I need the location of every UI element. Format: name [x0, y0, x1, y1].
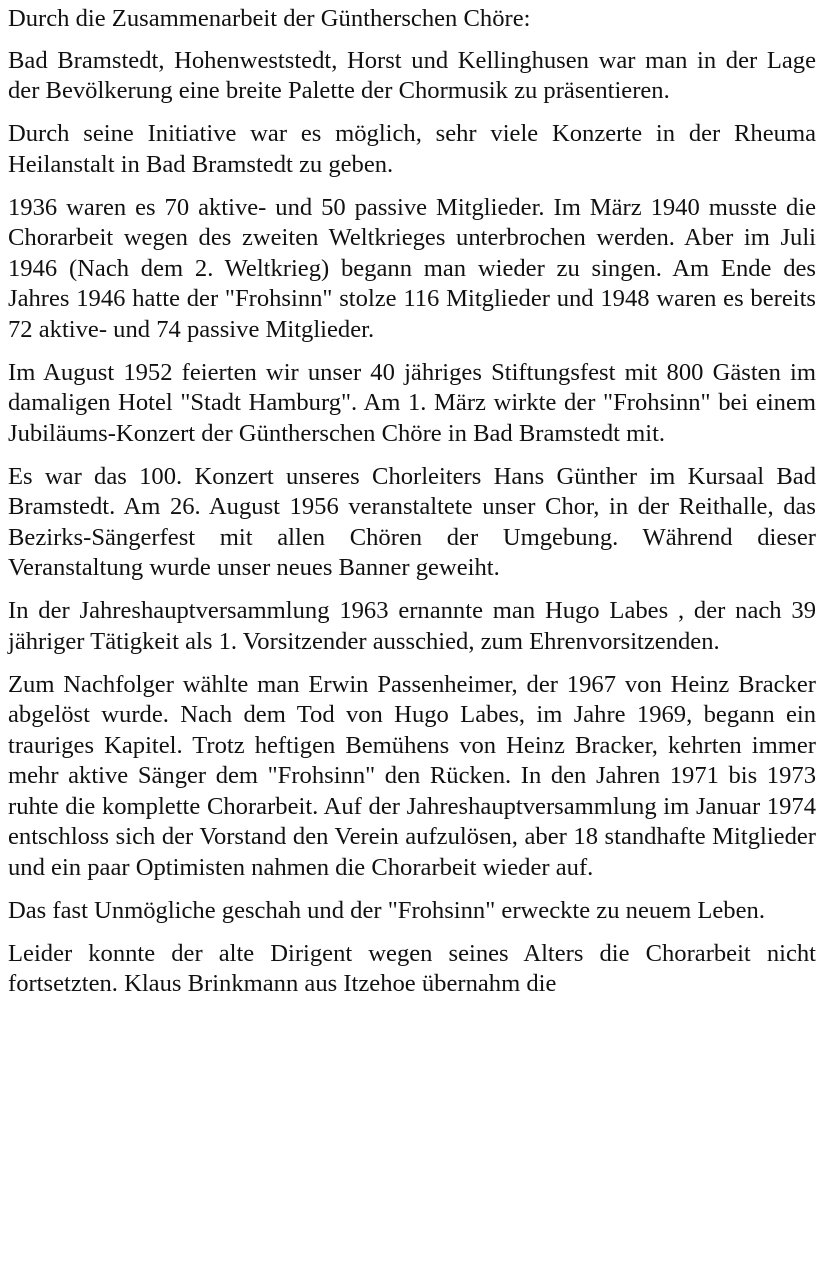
document-page	[8, 4, 816, 1012]
paragraph-4: 1936 waren es 70 aktive- und 50 passive Mitglieder. Im März 1940 musste die Chorarbeit wegen des zweiten Weltkrieges unterbrochen werden. Aber im Juli 1946 (Nach dem 2. Weltkrieg) begann man wieder zu singen. Am Ende des Jahres 1946 hatte der "Frohsinn" stolze 116 Mitglieder und 1948 waren es bereits 72 aktive- und 74 passive Mitglieder.	[8, 193, 816, 343]
paragraph-5: Im August 1952 feierten wir unser 40 jähriges Stiftungsfest mit 800 Gästen im damaligen Hotel "Stadt Hamburg". Am 1. März wirkte der "Frohsinn" bei einem Jubiläums-Konzert der Güntherschen Chöre in Bad Bramstedt mit.	[8, 358, 816, 447]
paragraph-2: Bad Bramstedt, Hohenweststedt, Horst und Kellinghusen war man in der Lage der Bevölkerung eine breite Palette der Chormusik zu präsentieren.	[8, 46, 816, 104]
paragraph-6: Es war das 100. Konzert unseres Chorleiters Hans Günther im Kursaal Bad Bramstedt. Am 26. August 1956 veranstaltete unser Chor, in der Reithalle, das Bezirks-Sängerfest mit allen Chören der Umgebung. Während dieser Veranstaltung wurde unser neues Banner geweiht.	[8, 462, 816, 581]
paragraph-1: Durch die Zusammenarbeit der Güntherschen Chöre:	[8, 5, 531, 32]
paragraph-3: Durch seine Initiative war es möglich, sehr viele Konzerte in der Rheuma Heilanstalt in Bad Bramstedt zu geben.	[8, 120, 816, 178]
paragraph-9: Das fast Unmögliche geschah und der "Frohsinn" erweckte zu neuem Leben.	[8, 896, 765, 924]
paragraph-7: In der Jahreshauptversammlung 1963 ernannte man Hugo Labes , der nach 39 jähriger Tätigkeit als 1. Vorsitzender ausschied, zum Ehrenvorsitzenden.	[8, 597, 816, 655]
paragraph-8: Zum Nachfolger wählte man Erwin Passenheimer, der 1967 von Heinz Bracker abgelöst wurde. Nach dem Tod von Hugo Labes, im Jahre 1969, begann ein trauriges Kapitel. Trotz heftigen Bemühens von Heinz Bracker, kehrten immer mehr aktive Sänger dem "Frohsinn" den Rücken. In den Jahren 1971 bis 1973 ruhte die komplette Chorarbeit. Auf der Jahreshauptversammlung im Januar 1974 entschloss sich der Vorstand den Verein aufzulösen, aber 18 standhafte Mitglieder und ein paar Optimisten nahmen die Chorarbeit wieder auf.	[8, 670, 816, 881]
paragraph-10: Leider konnte der alte Dirigent wegen seines Alters die Chorarbeit nicht fortsetzten. Klaus Brinkmann aus Itzehoe übernahm die	[8, 939, 816, 997]
